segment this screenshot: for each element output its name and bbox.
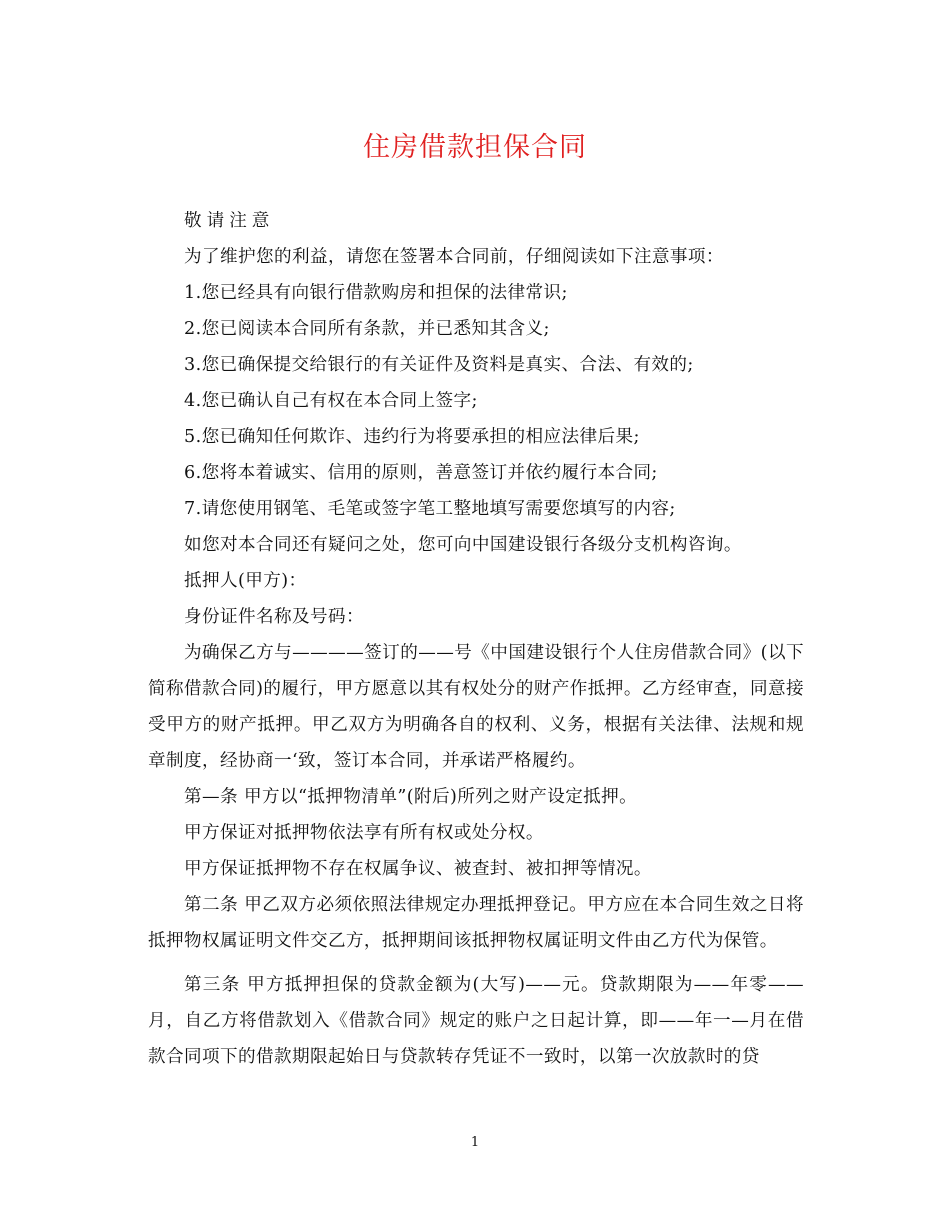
article-3: 第三条 甲方抵押担保的贷款金额为(大写)——元。贷款期限为——年零——月，自乙方将借款划入《借款合同》规定的账户之日起计算，即——年一—月在借款合同项下的借款期限起始日与贷款转存凭证不一致时，以第一次放款时的贷 bbox=[148, 975, 804, 1067]
document-body bbox=[148, 203, 804, 1075]
id-document-label: 身份证件名称及号码： bbox=[184, 607, 364, 627]
notice-item: 5.您已确知任何欺诈、违约行为将要承担的相应法律后果; bbox=[184, 427, 640, 447]
mortgagor-label: 抵押人(甲方)： bbox=[184, 571, 307, 591]
notice-heading: 敬请注意 bbox=[184, 211, 275, 231]
paragraph: 甲方保证抵押物不存在权属争议、被查封、被扣押等情况。 bbox=[184, 859, 652, 879]
notice-item: 1.您已经具有向银行借款购房和担保的法律常识; bbox=[184, 283, 568, 303]
paragraph: 为确保乙方与————签订的——号《中国建设银行个人住房借款合同》(以下简称借款合同)的履行，甲方愿意以其有权处分的财产作抵押。乙方经审查，同意接受甲方的财产抵押。甲乙双方为明确各自的权利、义务，根据有关法律、法规和规章制度，经协商一‘致，签订本合同，并承诺严格履约。 bbox=[148, 643, 804, 771]
notice-item: 7.请您使用钢笔、毛笔或签字笔工整地填写需要您填写的内容; bbox=[184, 499, 676, 519]
document-title: 住房借款担保合同 bbox=[363, 132, 587, 163]
paragraph: 如您对本合同还有疑问之处，您可向中国建设银行各级分支机构咨询。 bbox=[184, 535, 742, 555]
page-number: 1 bbox=[470, 1135, 480, 1150]
article-1: 第—条 甲方以“抵押物清单”(附后)所列之财产设定抵押。 bbox=[184, 787, 638, 807]
notice-item: 6.您将本着诚实、信用的原则，善意签订并依约履行本合同; bbox=[184, 463, 658, 483]
notice-item: 3.您已确保提交给银行的有关证件及资料是真实、合法、有效的; bbox=[184, 355, 694, 375]
notice-item: 4.您已确认自己有权在本合同上签字; bbox=[184, 391, 478, 411]
paragraph: 甲方保证对抵押物依法享有所有权或处分权。 bbox=[184, 823, 544, 843]
article-2: 第二条 甲乙双方必须依照法律规定办理抵押登记。甲方应在本合同生效之日将抵押物权属证明文件交乙方，抵押期间该抵押物权属证明文件由乙方代为保管。 bbox=[148, 895, 804, 951]
notice-item: 2.您已阅读本合同所有条款，并已悉知其含义; bbox=[184, 319, 550, 339]
paragraph: 为了维护您的利益，请您在签署本合同前，仔细阅读如下注意事项： bbox=[184, 247, 724, 267]
